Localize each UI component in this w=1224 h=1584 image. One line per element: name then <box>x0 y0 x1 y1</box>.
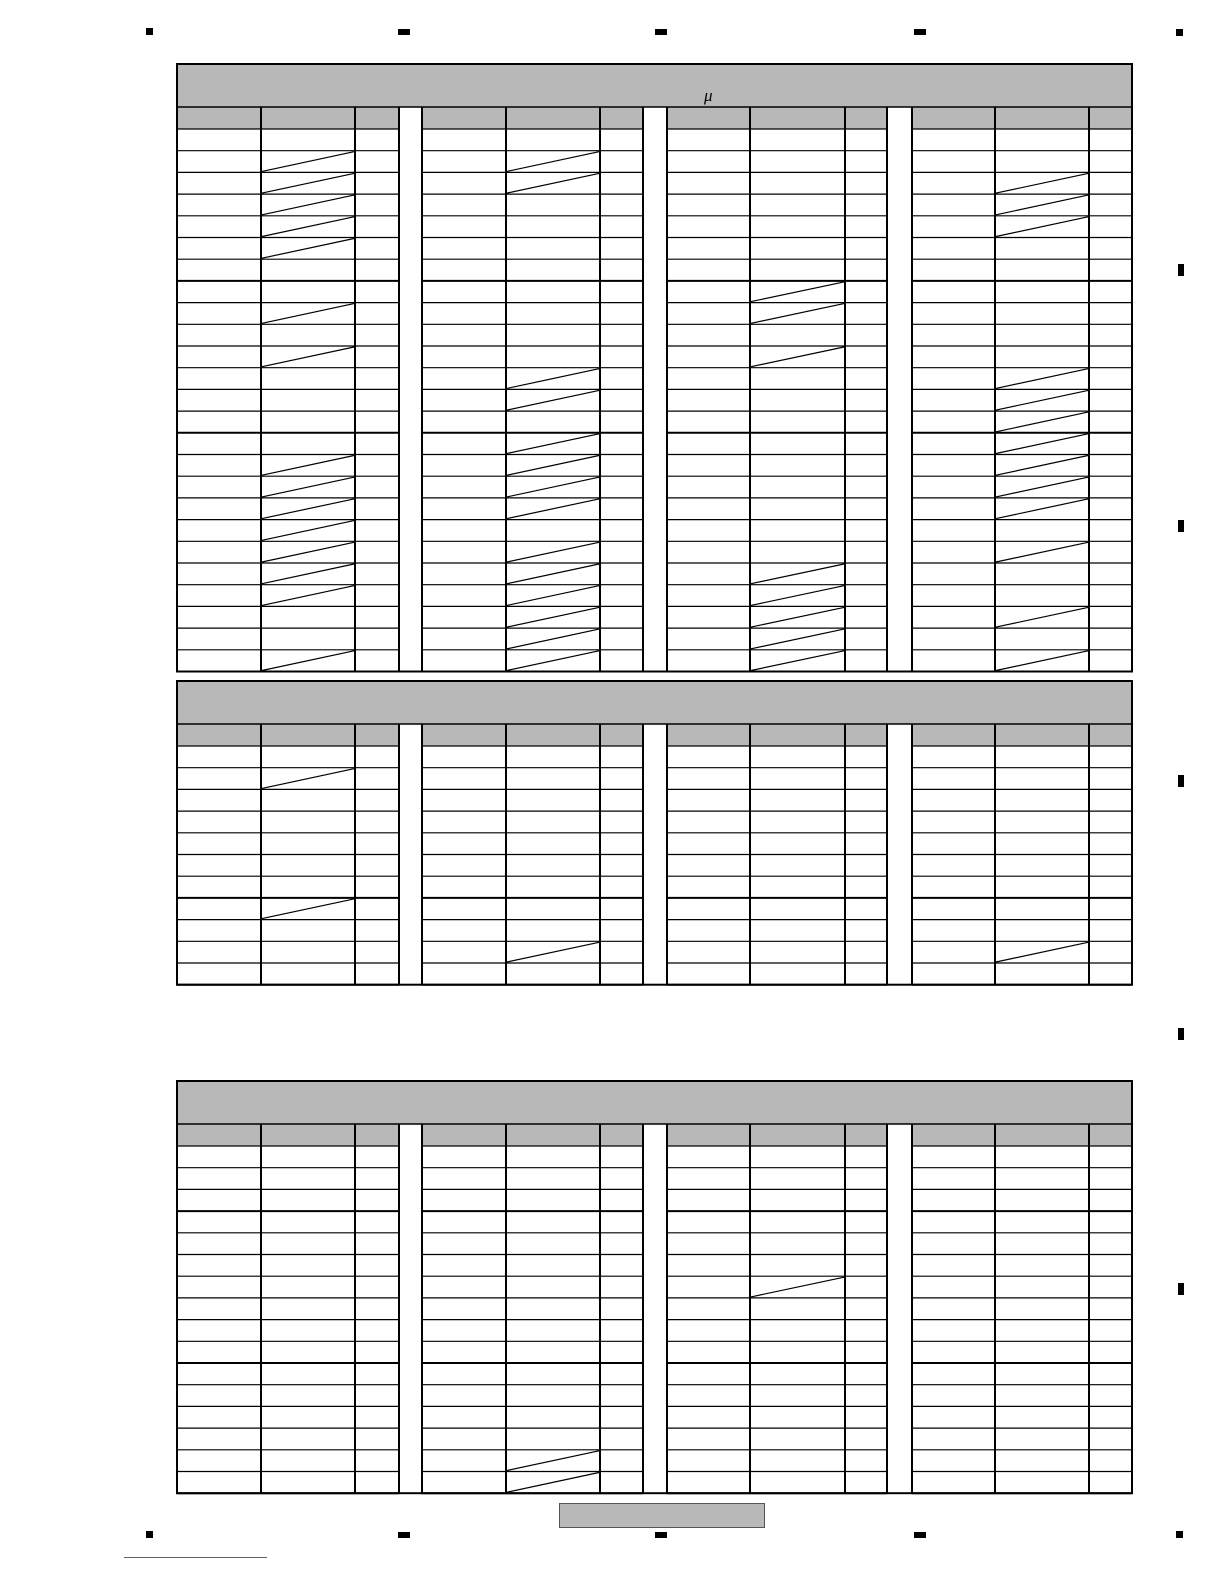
cell-slash <box>507 456 599 476</box>
cell-slash <box>507 629 599 649</box>
cell-slash <box>751 347 844 367</box>
cell-slash <box>996 195 1088 215</box>
cell-slash <box>751 304 844 324</box>
cell-slash <box>507 369 599 389</box>
cell-slash <box>751 629 844 649</box>
cell-slash <box>262 304 354 324</box>
group-separator <box>643 724 667 985</box>
group-separator <box>887 107 912 672</box>
cell-slash <box>751 564 844 584</box>
registration-mark-right <box>1178 1028 1184 1040</box>
cell-slash <box>507 542 599 562</box>
group-separator <box>643 1124 667 1493</box>
registration-mark-bottom <box>398 1532 410 1538</box>
cell-slash <box>262 477 354 497</box>
cell-slash <box>507 499 599 519</box>
cell-slash <box>996 607 1088 627</box>
cell-slash <box>751 1277 844 1297</box>
cell-slash <box>996 456 1088 476</box>
registration-mark-bottom-right <box>1176 1531 1183 1538</box>
cell-slash <box>996 173 1088 193</box>
cell-slash <box>262 899 354 919</box>
registration-mark-right <box>1178 520 1184 532</box>
registration-mark-bottom <box>655 1532 667 1538</box>
cell-slash <box>507 477 599 497</box>
cell-slash <box>507 1473 599 1493</box>
cell-slash <box>751 651 844 671</box>
group-separator <box>643 107 667 672</box>
cell-slash <box>262 564 354 584</box>
cell-slash <box>996 542 1088 562</box>
cell-slash <box>996 412 1088 432</box>
cell-slash <box>751 607 844 627</box>
cell-slash <box>262 542 354 562</box>
registration-mark-bottom-left <box>146 1531 153 1538</box>
cell-slash <box>262 499 354 519</box>
cell-slash <box>996 217 1088 237</box>
cell-slash <box>262 521 354 541</box>
cell-slash <box>996 434 1088 454</box>
table-title-band <box>177 681 1132 724</box>
cell-slash <box>507 434 599 454</box>
table-title-band <box>177 1081 1132 1124</box>
table-title-band <box>177 64 1132 107</box>
registration-mark-top-right <box>1176 29 1183 36</box>
cell-slash <box>262 217 354 237</box>
cell-slash <box>507 607 599 627</box>
cell-slash <box>262 152 354 172</box>
registration-mark-top-left <box>146 28 153 35</box>
cell-slash <box>507 651 599 671</box>
cell-slash <box>507 173 599 193</box>
cell-slash <box>507 586 599 606</box>
registration-mark-right <box>1178 1283 1184 1295</box>
registration-mark-top <box>398 29 410 35</box>
registration-mark-top <box>914 29 926 35</box>
pin-table-1 <box>170 58 1140 678</box>
group-separator <box>887 1124 912 1493</box>
group-separator <box>399 107 422 672</box>
cell-slash <box>262 239 354 259</box>
group-separator <box>887 724 912 985</box>
registration-mark-right <box>1178 264 1184 276</box>
cell-slash <box>262 173 354 193</box>
cell-slash <box>262 456 354 476</box>
cell-slash <box>262 586 354 606</box>
cell-slash <box>507 1451 599 1471</box>
cell-slash <box>507 564 599 584</box>
group-separator <box>399 1124 422 1493</box>
cell-slash <box>996 499 1088 519</box>
pin-table-3 <box>170 1075 1140 1499</box>
cell-slash <box>996 369 1088 389</box>
cell-slash <box>507 152 599 172</box>
registration-mark-right <box>1178 775 1184 787</box>
table-title: μ <box>704 86 713 105</box>
footer-link-rule <box>124 1557 267 1558</box>
cell-slash <box>996 942 1088 962</box>
cell-slash <box>996 477 1088 497</box>
page-footer-box <box>559 1503 765 1528</box>
cell-slash <box>751 586 844 606</box>
cell-slash <box>751 282 844 302</box>
registration-mark-bottom <box>914 1532 926 1538</box>
cell-slash <box>996 651 1088 671</box>
cell-slash <box>262 347 354 367</box>
cell-slash <box>262 769 354 789</box>
pin-table-2 <box>170 675 1140 991</box>
cell-slash <box>262 195 354 215</box>
group-separator <box>399 724 422 985</box>
cell-slash <box>507 942 599 962</box>
cell-slash <box>996 390 1088 410</box>
cell-slash <box>262 651 354 671</box>
registration-mark-top <box>655 29 667 35</box>
cell-slash <box>507 390 599 410</box>
